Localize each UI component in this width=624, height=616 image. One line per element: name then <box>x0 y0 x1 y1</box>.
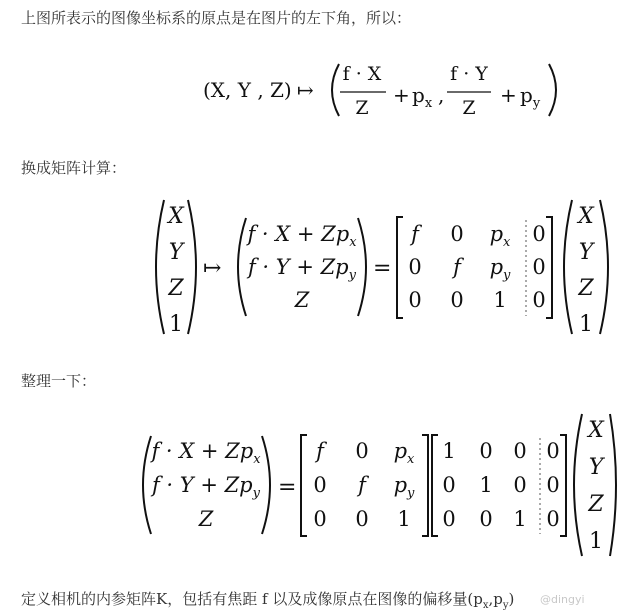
eq2-proj-r2c1: 0 <box>408 255 422 279</box>
eq2-result-row3: Z <box>294 288 310 312</box>
eq3-K-r2c3: $p_y$ <box>393 473 415 501</box>
eq1-numerator-x: f · X <box>342 63 382 85</box>
eq3-K-close-bracket <box>422 435 428 536</box>
eq2-proj-r1c3: $p_x$ <box>489 222 511 250</box>
eq3-K-r1c2: 0 <box>355 439 369 463</box>
eq3-vec-y: Y <box>588 455 604 480</box>
eq3-K-r1c3: $p_x$ <box>393 439 415 467</box>
eq1-px: $p_x$ <box>412 83 433 111</box>
eq3-K-r3c1: 0 <box>313 507 327 531</box>
eq1-plus-2: + <box>500 83 517 107</box>
definition-offset: $(p_x,p_y)$ <box>467 590 515 611</box>
definition-suffix: 以及成像原点在图像的偏移量 <box>272 590 468 608</box>
eq1-plus-1: + <box>393 83 410 107</box>
eq2-result-open-paren <box>238 218 246 316</box>
eq2-vec-x: X <box>168 204 184 229</box>
eq2-proj-r3c2: 0 <box>450 288 464 312</box>
eq2-proj-r1c1: f <box>411 222 419 246</box>
watermark: @dingyi <box>540 593 585 606</box>
definition-K-symbol: K <box>156 590 168 608</box>
eq3-K-r3c2: 0 <box>355 507 369 531</box>
eq3-result-row3: Z <box>198 507 214 531</box>
eq2-vec2-z: Z <box>578 276 594 301</box>
eq2-result-row2: $f \cdot Y + Zp_y$ <box>247 255 357 283</box>
eq3-vec-close-paren <box>610 414 616 556</box>
eq2-proj-r3c4: 0 <box>532 288 546 312</box>
eq1-comma: , <box>438 83 445 107</box>
definition-focal-symbol: f <box>262 590 268 608</box>
definition-prefix: 定义相机的内参矩阵 <box>21 590 157 608</box>
eq3-vec-one: 1 <box>589 529 603 554</box>
eq3-K-r2c1: 0 <box>313 473 327 497</box>
eq3-vec-open-paren <box>574 414 582 556</box>
eq2-proj-r1c4: 0 <box>532 222 546 246</box>
eq3-I-r2c1: 0 <box>442 473 456 497</box>
eq1-py: $p_y$ <box>520 83 541 111</box>
eq1-denominator-1: Z <box>355 97 369 119</box>
eq1-lhs: (X, Y , Z) <box>203 78 292 102</box>
eq1-denominator-2: Z <box>462 97 476 119</box>
eq2-proj-open-bracket <box>397 217 403 318</box>
simplify-paragraph: 整理一下： <box>21 372 97 390</box>
eq2-result-row1: $f \cdot X + Zp_x$ <box>247 222 357 250</box>
eq3-K-r3c3: 1 <box>397 507 411 531</box>
equation-1-projection <box>0 50 624 130</box>
eq2-proj-r1c2: 0 <box>450 222 464 246</box>
eq2-vec-y: Y <box>168 240 184 265</box>
eq3-vec-z: Z <box>588 492 604 517</box>
equation-2-matrix-form <box>0 192 624 352</box>
eq3-I-r1c2: 0 <box>479 439 493 463</box>
eq2-vec2-one: 1 <box>579 312 593 337</box>
eq3-K-r1c1: f <box>316 439 324 463</box>
eq1-numerator-y: f · Y <box>450 63 488 85</box>
eq3-I-open-bracket <box>432 435 438 536</box>
eq2-vec2-x: X <box>578 204 594 229</box>
eq3-I-r2c4: 0 <box>546 473 560 497</box>
eq2-vec-one: 1 <box>169 312 183 337</box>
eq3-result-row2: $f \cdot Y + Zp_y$ <box>151 473 261 501</box>
eq3-I-r3c2: 0 <box>479 507 493 531</box>
eq2-proj-r2c4: 0 <box>532 255 546 279</box>
eq3-I-r1c3: 0 <box>513 439 527 463</box>
eq1-open-paren <box>332 64 339 116</box>
eq3-I-r3c3: 1 <box>513 507 527 531</box>
eq3-I-r1c4: 0 <box>546 439 560 463</box>
eq2-equals: = <box>373 256 392 281</box>
eq2-proj-r3c1: 0 <box>408 288 422 312</box>
eq2-vec-open-paren <box>156 200 164 334</box>
eq3-K-open-bracket <box>301 435 307 536</box>
definition-paragraph <box>21 589 514 616</box>
eq3-equals: = <box>278 475 297 500</box>
eq2-proj-close-bracket <box>546 217 552 318</box>
eq3-result-open-paren <box>143 436 151 534</box>
eq2-proj-r2c3: $p_y$ <box>489 255 511 283</box>
eq1-close-paren <box>549 64 556 116</box>
eq3-vec-x: X <box>588 418 604 443</box>
eq3-I-r2c2: 1 <box>479 473 493 497</box>
equation-3-intrinsic-form <box>0 408 624 568</box>
eq2-vec-close-paren <box>188 200 196 334</box>
intro-paragraph: 上图所表示的图像坐标系的原点是在图片的左下角，所以： <box>21 9 412 27</box>
eq3-I-r3c4: 0 <box>546 507 560 531</box>
eq3-I-r2c3: 0 <box>513 473 527 497</box>
eq1-mapsto: ↦ <box>297 78 314 102</box>
eq2-result-close-paren <box>358 218 366 316</box>
eq2-vec2-close-paren <box>600 200 608 334</box>
definition-middle: ，包括有焦距 <box>167 590 258 608</box>
eq3-result-close-paren <box>262 436 270 534</box>
eq3-K-r2c2: f <box>358 473 366 497</box>
eq2-vec2-open-paren <box>564 200 572 334</box>
eq2-vec-z: Z <box>168 276 184 301</box>
eq3-I-r3c1: 0 <box>442 507 456 531</box>
eq2-vec2-y: Y <box>578 240 594 265</box>
eq2-mapsto: ↦ <box>203 256 222 281</box>
eq3-result-row1: $f \cdot X + Zp_x$ <box>151 439 261 467</box>
eq3-I-r1c1: 1 <box>442 439 456 463</box>
eq3-I-close-bracket <box>560 435 566 536</box>
transform-paragraph: 换成矩阵计算： <box>21 159 127 177</box>
eq2-proj-r2c2: f <box>453 255 461 279</box>
eq2-proj-r3c3: 1 <box>493 288 507 312</box>
